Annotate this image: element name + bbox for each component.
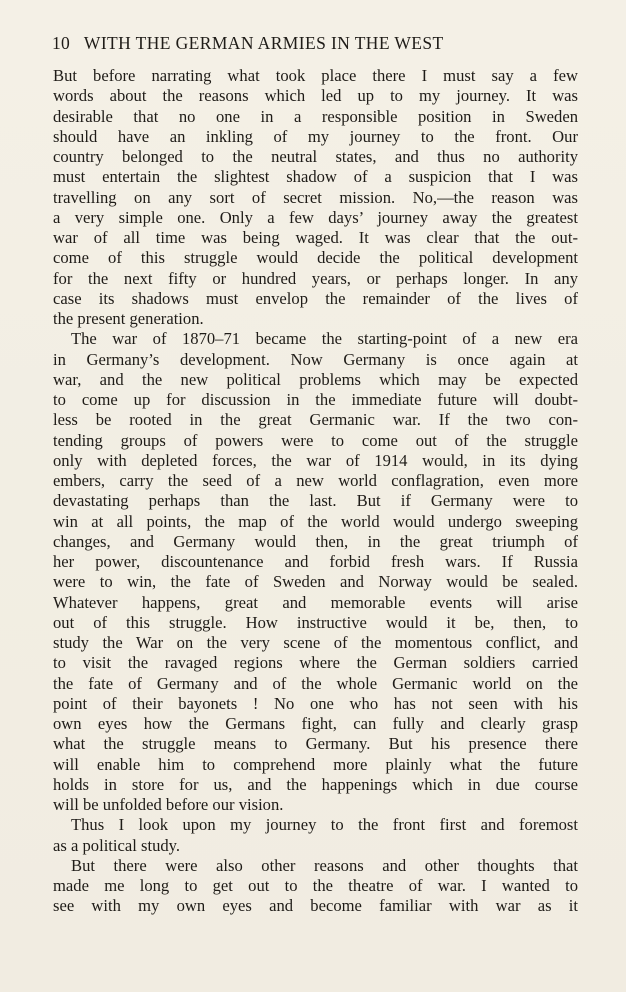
text-line: should have an inkling of my journey to the front. Our — [53, 126, 578, 146]
text-line: Thus I look upon my journey to the front first and foremost — [71, 815, 578, 835]
text-line: travelling on any sort of secret mission. No,—the reason was — [53, 187, 578, 207]
text-line: her power, discountenance and forbid fresh wars. If Russia — [53, 552, 578, 571]
text-line: only with depleted forces, the war of 1914 would, in its dying — [53, 450, 578, 470]
text-line: must entertain the slightest shadow of a suspicion that I was — [53, 167, 578, 187]
text-line: as a political study. — [53, 835, 181, 855]
text-line: what the struggle means to Germany. But his presence there — [53, 734, 578, 754]
text-line: war of all time was being waged. It was clear that the out- — [53, 228, 578, 247]
text-line: tending groups of powers were to come out of the struggle — [53, 430, 578, 450]
text-line: case its shadows must envelop the remainder of the lives of — [53, 288, 578, 308]
text-line: the present generation. — [53, 309, 204, 328]
text-line: desirable that no one in a responsible position in Sweden — [53, 106, 578, 126]
text-line: less be rooted in the great Germanic war. If the two con- — [53, 410, 578, 430]
body-text — [53, 66, 578, 917]
text-line: Whatever happens, great and memorable events will arise — [53, 592, 578, 612]
text-line: will enable him to comprehend more plainly what the future — [53, 754, 578, 774]
text-line: out of this struggle. How instructive would it be, then, to — [53, 612, 578, 632]
text-line: But there were also other reasons and other thoughts that — [71, 855, 578, 875]
text-line: devastating perhaps than the last. But if Germany were to — [53, 491, 578, 511]
text-line: to come up for discussion in the immediate future will doubt- — [53, 390, 578, 409]
page-number: 10 — [52, 33, 70, 53]
text-line: made me long to get out to the theatre of war. I wanted to — [53, 876, 578, 895]
text-line: the fate of Germany and of the whole Germanic world on the — [53, 673, 578, 693]
running-head — [52, 32, 582, 54]
text-line: will be unfolded before our vision. — [53, 795, 284, 814]
text-line: point of their bayonets ! No one who has not seen with his — [53, 693, 578, 713]
text-line: see with my own eyes and become familiar with war as it — [53, 896, 578, 916]
text-line: for the next fifty or hundred years, or perhaps longer. In any — [53, 268, 578, 288]
text-line: were to win, the fate of Sweden and Norway would be sealed. — [53, 572, 578, 592]
text-line: holds in store for us, and the happenings which in due course — [53, 774, 578, 794]
text-line: country belonged to the neutral states, and thus no authority — [53, 147, 578, 166]
text-line: to visit the ravaged regions where the German soldiers carried — [53, 653, 578, 673]
running-title: WITH THE GERMAN ARMIES IN THE WEST — [83, 33, 444, 53]
text-line: study the War on the very scene of the momentous conflict, and — [53, 633, 578, 652]
text-line: a very simple one. Only a few days’ journey away the greatest — [53, 207, 578, 227]
text-line: own eyes how the Germans fight, can fully and clearly grasp — [53, 714, 578, 733]
text-line: war, and the new political problems which may be expected — [53, 369, 578, 389]
text-line: changes, and Germany would then, in the great triumph of — [53, 531, 578, 551]
text-line: win at all points, the map of the world would undergo sweeping — [53, 511, 578, 531]
text-line: But before narrating what took place there I must say a few — [53, 66, 578, 85]
text-line: The war of 1870–71 became the starting-point of a new era — [71, 329, 578, 349]
text-line: come of this struggle would decide the political development — [53, 248, 578, 268]
text-line: words about the reasons which led up to my journey. It was — [53, 86, 578, 106]
text-line: embers, carry the seed of a new world conflagration, even more — [53, 471, 578, 490]
text-line: in Germany’s development. Now Germany is once again at — [53, 349, 578, 369]
